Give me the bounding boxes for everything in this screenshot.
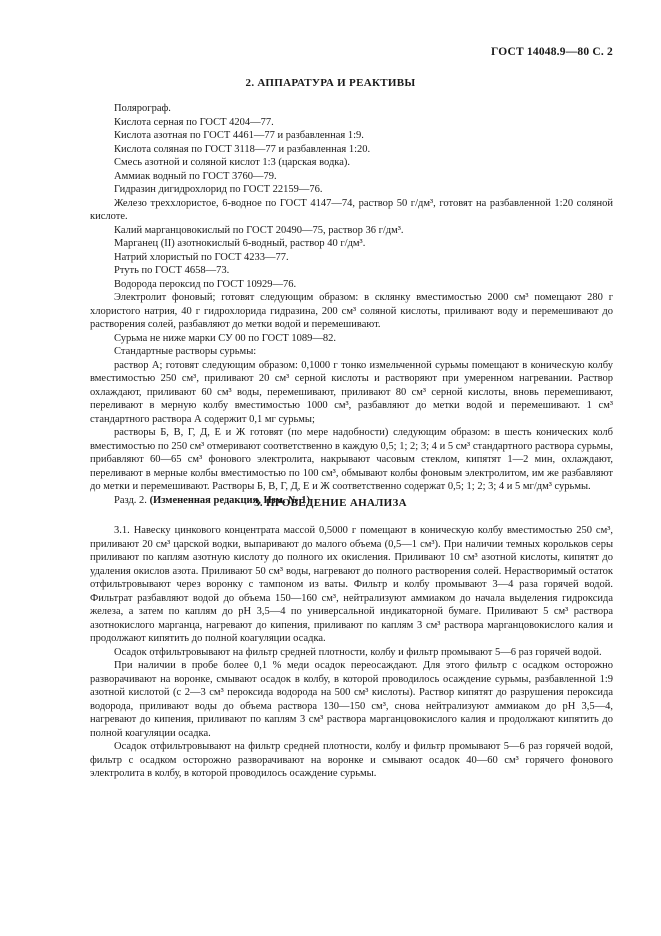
reagent-item: Кислота соляная по ГОСТ 3118—77 и разбавленная 1:20. xyxy=(114,143,371,155)
reagent-item: Кислота серная по ГОСТ 4204—77. xyxy=(114,116,274,128)
analysis-paragraph: При наличии в пробе более 0,1 % меди осадок переосаждают. Для этого фильтр с осадком осторожно разворачивают на воронке, смывают осадок в колбу, в которой проводилось осаждение сурьмы, разбавленной 1:9 азотной кислотой (с 2—3 см³ пероксида водорода на 500 см³ кислоты). Раствор кипятят до разрушения пероксида водорода, приливают воды до объема раствора 130—150 см³, снова нейтрализуют аммиаком до рН 3,5—4, нагревают до кипения, приливают по каплям 3 см³ раствора марганцовокислого калия и продолжают кипятить до полной коагуляции осадка. xyxy=(90,660,613,739)
reagent-item: Водорода пероксид по ГОСТ 10929—76. xyxy=(114,278,297,290)
reagent-item: Стандартные растворы сурьмы: xyxy=(114,346,257,357)
reagent-item: Электролит фоновый; готовят следующим образом: в склянку вместимостью 2000 см³ помещают 280 г хлористого натрия, 40 г гидрохлорида гидразина, 200 см³ соляной кислоты, приливают воду и перемешивают до растворения солей, разбавляют до метки водой и перемешивают. xyxy=(90,292,613,330)
section-analysis-body xyxy=(90,524,613,781)
reagent-item: Ртуть по ГОСТ 4658—73. xyxy=(114,265,230,276)
reagent-item: Марганец (II) азотнокислый 6-водный, раствор 40 г/дм³. xyxy=(114,238,366,249)
section-title-analysis: 3. ПРОВЕДЕНИЕ АНАЛИЗА xyxy=(254,497,407,509)
analysis-paragraph: Осадок отфильтровывают на фильтр средней плотности, колбу и фильтр промывают 5—6 раз горячей водой, фильтр с осадком осторожно разворачивают на воронке и смывают осадок 40—60 см³ горячего фонового электролита в колбу, в которой проводилось осаждение сурьмы. xyxy=(90,741,613,779)
analysis-paragraph: Осадок отфильтровывают на фильтр средней плотности, колбу и фильтр промывают 5—6 раз горячей водой. xyxy=(114,646,602,658)
reagent-item: растворы Б, В, Г, Д, Е и Ж готовят (по мере надобности) следующим образом: в шесть конических колб вместимостью по 250 см³ отмеривают соответственно в каждую 0,5; 1; 2; 3; 4 и 5 см³ стандартного раствора сурьмы, прибавляют 60—65 см³ фонового электролита, накрывают часовым стеклом, кипятят 1—2 мин, охлаждают, переливают в мерные колбы вместимостью по 100 см³, обмывают колбы фоновым электролитом, им же разбавляют до метки и перемешивают. Растворы Б, В, Г, Д, Е и Ж соответственно содержат 0,5; 1; 2; 3; 4 и 5 мг/дм³ сурьмы. xyxy=(90,427,613,492)
reagent-item: Смесь азотной и соляной кислот 1:3 (царская водка). xyxy=(114,157,351,168)
analysis-paragraph: 3.1. Навеску цинкового концентрата массой 0,5000 г помещают в коническую колбу вместимостью 250 см³, приливают 20 см³ царской водки, выпаривают до малого объема (0,5—1 см³). При наличии темных корольков серы приливают по каплям азотную кислоту до полного их окисления. Приливают 10 см³ азотной кислоты, кипятят до удаления окислов азота. Приливают 50 см³ воды, нагревают до полного растворения солей. Нерастворимый остаток отфильтровывают через воронку с тампоном из ваты. Фильтр и колбу промывают 3—4 раза горячей водой. Фильтрат разбавляют водой до объема 150—160 см³, нейтрализуют аммиаком до начала выделения гидроксида железа, а затем по каплям до рН 3,5—4 по универсальной индикаторной бумаге. Приливают 5 см³ раствора азотнокислого марганца, нагревают до кипения, приливают по каплям 3 см³ раствора марганцовокислого калия и продолжают кипятить до полной коагуляции осадка. xyxy=(90,525,613,644)
section-title-apparatus: 2. АППАРАТУРА И РЕАКТИВЫ xyxy=(245,77,416,89)
running-header: ГОСТ 14048.9—80 С. 2 xyxy=(490,46,613,58)
reagent-item: раствор А; готовят следующим образом: 0,1000 г тонко измельченной сурьмы помещают в коническую колбу вместимостью 250 см³, приливают 20 см³ серной кислоты и растворяют при умеренном нагревании. Раствор охлаждают, приливают 60 см³ воды, перемешивают, приливают 80 см³ серной кислоты, вновь перемешивают, переливают в мерную колбу вместимостью 1000 см³, разбавляют до метки водой и перемешивают. 1 см³ стандартного раствора А содержит 0,1 мг сурьмы; xyxy=(90,359,613,425)
reagent-item: Натрий хлористый по ГОСТ 4233—77. xyxy=(114,251,289,263)
edition-note-bold: (Измененная редакция, Изм. № 1). xyxy=(149,494,313,506)
edition-prefix: Разд. 2. xyxy=(114,494,150,506)
reagent-item: Гидразин дигидрохлорид по ГОСТ 22159—76. xyxy=(114,184,323,195)
reagent-item: Железо треххлористое, 6-водное по ГОСТ 4147—74, раствор 50 г/дм³, готовят на разбавленной 1:20 соляной кислоте. xyxy=(90,197,613,222)
reagent-item: Калий марганцовокислый по ГОСТ 20490—75, раствор 36 г/дм³. xyxy=(114,224,404,236)
reagent-item: Аммиак водный по ГОСТ 3760—79. xyxy=(114,170,277,182)
reagent-item: Полярограф. xyxy=(114,103,171,114)
section-apparatus-body xyxy=(90,102,613,507)
reagent-item: Кислота азотная по ГОСТ 4461—77 и разбавленная 1:9. xyxy=(114,130,364,141)
reagent-item: Сурьма не ниже марки СУ 00 по ГОСТ 1089—82. xyxy=(114,332,336,344)
